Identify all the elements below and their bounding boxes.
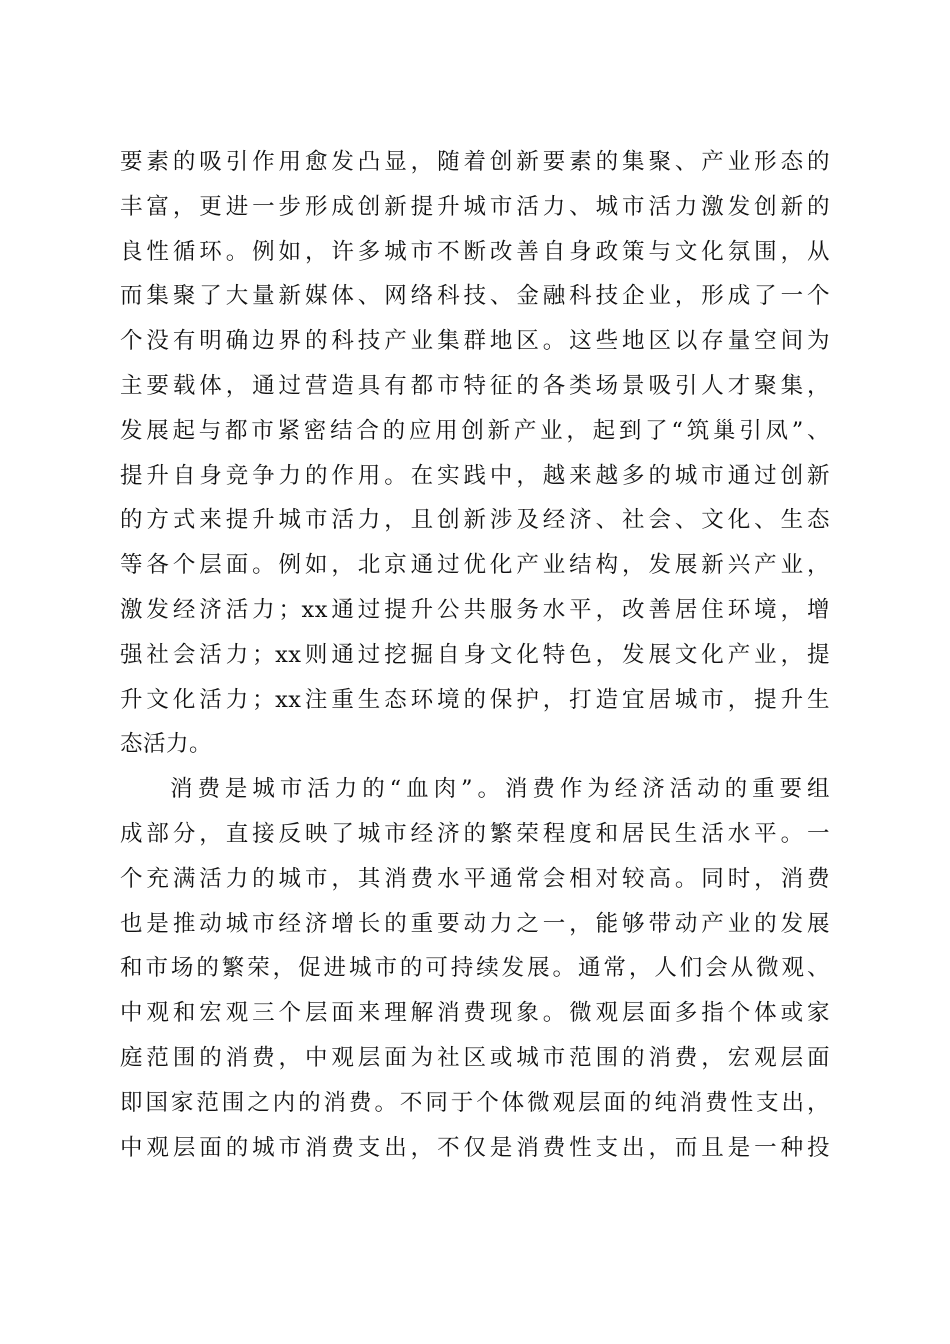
text-line: 个充满活力的城市，其消费水平通常会相对较高。同时，消费 — [120, 865, 830, 892]
text-line: 等各个层面。例如，北京通过优化产业结构，发展新兴产业， — [120, 552, 830, 579]
text-line: 消费是城市活力的“血肉”。消费作为经济活动的重要组 — [170, 776, 830, 803]
text-line: 成部分，直接反映了城市经济的繁荣程度和居民生活水平。一 — [120, 820, 830, 847]
text-line: 强社会活力；xx则通过挖掘自身文化特色，发展文化产业，提 — [120, 641, 830, 668]
text-line: 中观层面的城市消费支出，不仅是消费性支出，而且是一种投 — [120, 1134, 830, 1161]
body-text — [120, 140, 830, 1170]
text-line: 主要载体，通过营造具有都市特征的各类场景吸引人才聚集， — [120, 372, 830, 399]
text-line: 要素的吸引作用愈发凸显，随着创新要素的集聚、产业形态的 — [120, 149, 830, 175]
text-line: 而集聚了大量新媒体、网络科技、金融科技企业，形成了一个 — [120, 283, 830, 310]
text-line: 升文化活力；xx注重生态环境的保护，打造宜居城市，提升生 — [120, 686, 830, 713]
text-line: 也是推动城市经济增长的重要动力之一，能够带动产业的发展 — [120, 910, 830, 937]
paragraph-2 — [120, 767, 830, 1170]
text-line: 即国家范围之内的消费。不同于个体微观层面的纯消费性支出， — [120, 1089, 830, 1116]
text-line: 丰富，更进一步形成创新提升城市活力、城市活力激发创新的 — [120, 193, 830, 220]
text-line: 和市场的繁荣，促进城市的可持续发展。通常，人们会从微观、 — [120, 955, 830, 982]
text-line: 个没有明确边界的科技产业集群地区。这些地区以存量空间为 — [120, 328, 830, 355]
text-line: 提升自身竞争力的作用。在实践中，越来越多的城市通过创新 — [120, 462, 830, 489]
text-line: 发展起与都市紧密结合的应用创新产业，起到了“筑巢引凤”、 — [120, 417, 830, 444]
paragraph-1 — [120, 140, 830, 767]
text-line: 中观和宏观三个层面来理解消费现象。微观层面多指个体或家 — [120, 1000, 830, 1027]
text-line: 良性循环。例如，许多城市不断改善自身政策与文化氛围，从 — [120, 238, 830, 265]
text-line: 激发经济活力；xx通过提升公共服务水平，改善居住环境，增 — [120, 596, 830, 623]
text-line: 的方式来提升城市活力，且创新涉及经济、社会、文化、生态 — [120, 507, 830, 534]
text-line: 态活力。 — [120, 731, 213, 758]
text-line: 庭范围的消费，中观层面为社区或城市范围的消费，宏观层面 — [120, 1044, 830, 1071]
